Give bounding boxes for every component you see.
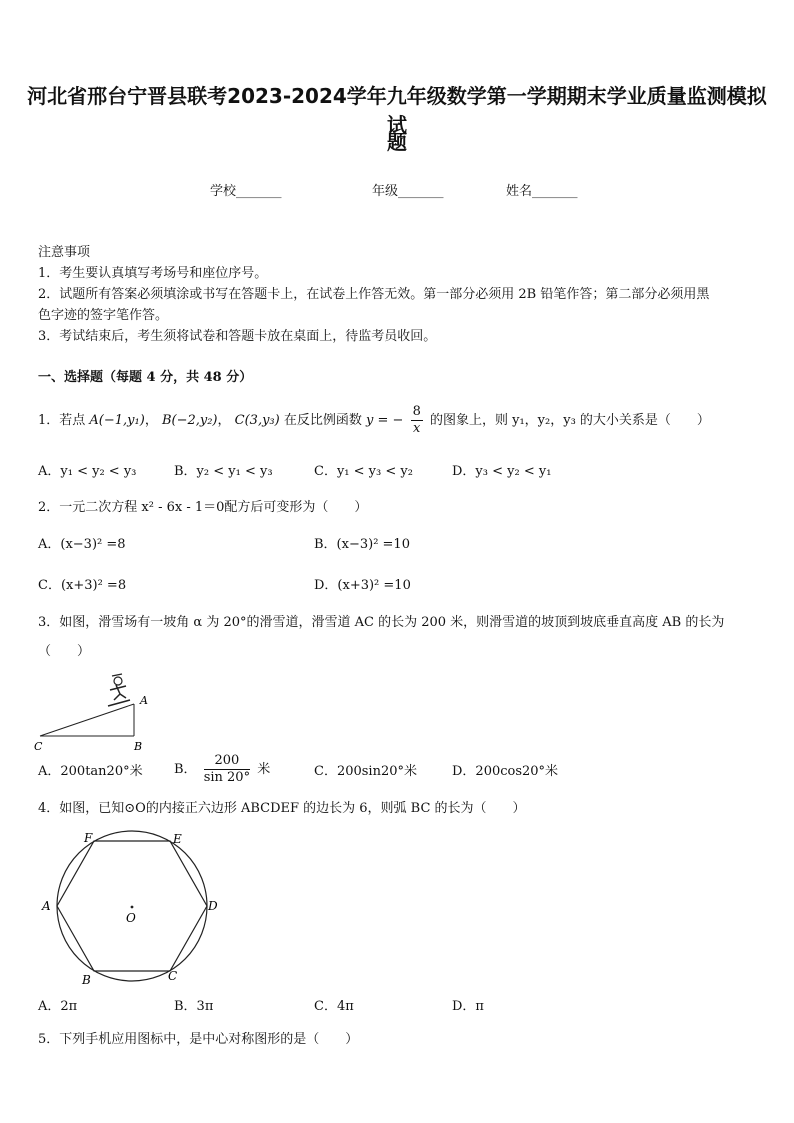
label-o: O <box>126 911 136 925</box>
q1-point-a: A(−1,y₁) <box>89 413 145 428</box>
label-hex-d: D <box>208 899 218 913</box>
label-hex-c: C <box>168 969 178 983</box>
q2-option-d: D．(x+3)² =10 <box>314 578 411 593</box>
note-item-2-cont: 色字迹的签字笔作答。 <box>38 308 169 323</box>
question-3-stem-line2: （ ） <box>38 644 91 659</box>
q1-suffix: 的图象上，则 y₁，y₂，y₃ 的大小关系是（ ） <box>429 413 710 428</box>
notes-heading: 注意事项 <box>38 245 91 260</box>
name-field: 姓名_______ <box>506 184 578 199</box>
q1-func-lhs: y = − <box>366 413 404 428</box>
q3-option-b-den: sin 20° <box>203 770 251 785</box>
hexagon-circle-figure <box>34 826 230 990</box>
center-point-o <box>131 906 134 909</box>
q1-point-c: C(3,y₃) <box>234 413 280 428</box>
slope-figure <box>30 668 160 752</box>
slope-hypotenuse-ac <box>40 704 134 736</box>
label-hex-f: F <box>84 831 93 845</box>
label-hex-b: B <box>82 973 91 987</box>
q3-option-b <box>174 753 270 786</box>
q2-option-a: A．(x−3)² =8 <box>38 537 126 552</box>
q3-option-b-suffix: 米 <box>257 762 271 777</box>
q4-option-b: B．3π <box>174 999 214 1014</box>
q2-option-b: B．(x−3)² =10 <box>314 537 410 552</box>
q1-point-b: B(−2,y₂) <box>161 413 218 428</box>
q1-prefix: 1．若点 <box>38 413 86 428</box>
exam-title-line2: 题 <box>387 130 407 154</box>
q1-option-c: C．y₁ < y₃ < y₂ <box>314 464 413 479</box>
q1-func-den: x <box>413 421 421 436</box>
q1-mid: 在反比例函数 <box>283 413 362 428</box>
q1-func-num: 8 <box>412 404 421 419</box>
note-item-3: 3．考试结束后，考生须将试卷和答题卡放在桌面上，待监考员收回。 <box>38 329 437 344</box>
exam-title-line1: 河北省邢台宁晋县联考2023-2024学年九年级数学第一学期期末学业质量监测模拟试 <box>27 84 767 137</box>
q3-option-c: C．200sin20°米 <box>314 764 418 779</box>
question-3-stem-line1: 3．如图，滑雪场有一坡角 α 为 20°的滑雪道，滑雪道 AC 的长为 200 米，则滑雪道的坡顶到坡底垂直高度 AB 的长为 <box>38 615 725 630</box>
q1-option-b: B．y₂ < y₁ < y₃ <box>174 464 273 479</box>
question-1-stem: 1．若点 A(−1,y₁)， B(−2,y₂)， C(3,y₃) 在反比例函数 y = − $\frac{8}{x}$ 的图象上，则 y₁，y₂，y₃ 的大小关系是（ ） <box>38 404 710 436</box>
label-hex-e: E <box>173 832 182 846</box>
q3-option-b-num: 200 <box>204 753 250 770</box>
section-heading: 一、选择题（每题 4 分，共 48 分） <box>38 370 253 385</box>
q1-option-d: D．y₃ < y₂ < y₁ <box>452 464 552 479</box>
question-2-stem: 2．一元二次方程 x² - 6x - 1＝0配方后可变形为（ ） <box>38 500 368 515</box>
school-field: 学校_______ <box>210 184 282 199</box>
note-item-1: 1．考生要认真填写考场号和座位序号。 <box>38 266 268 281</box>
q3-option-a: A．200tan20°米 <box>38 764 143 779</box>
q1-option-a: A．y₁ < y₂ < y₃ <box>38 464 137 479</box>
skier-icon <box>108 674 130 706</box>
q3-option-b-fraction <box>204 753 250 786</box>
q4-option-a: A．2π <box>38 999 78 1014</box>
q2-option-c: C．(x+3)² =8 <box>38 578 127 593</box>
q4-option-c: C．4π <box>314 999 354 1014</box>
q4-option-d: D．π <box>452 999 484 1014</box>
q1-fraction <box>411 404 423 437</box>
q3-option-d: D．200cos20°米 <box>452 764 559 779</box>
question-5-stem: 5．下列手机应用图标中，是中心对称图形的是（ ） <box>38 1032 359 1047</box>
label-b: B <box>134 740 143 752</box>
label-hex-a: A <box>42 899 51 913</box>
label-c: C <box>34 740 43 752</box>
q3-option-b-prefix: B． <box>174 762 197 777</box>
grade-field: 年级_______ <box>372 184 444 199</box>
note-item-2: 2．试题所有答案必须填涂或书写在答题卡上，在试卷上作答无效。第一部分必须用 2B 铅笔作答；第二部分必须用黑 <box>38 287 710 302</box>
label-a: A <box>140 694 148 707</box>
question-4-stem: 4．如图，已知⊙O的内接正六边形 ABCDEF 的边长为 6，则弧 BC 的长为（ ） <box>38 801 526 816</box>
